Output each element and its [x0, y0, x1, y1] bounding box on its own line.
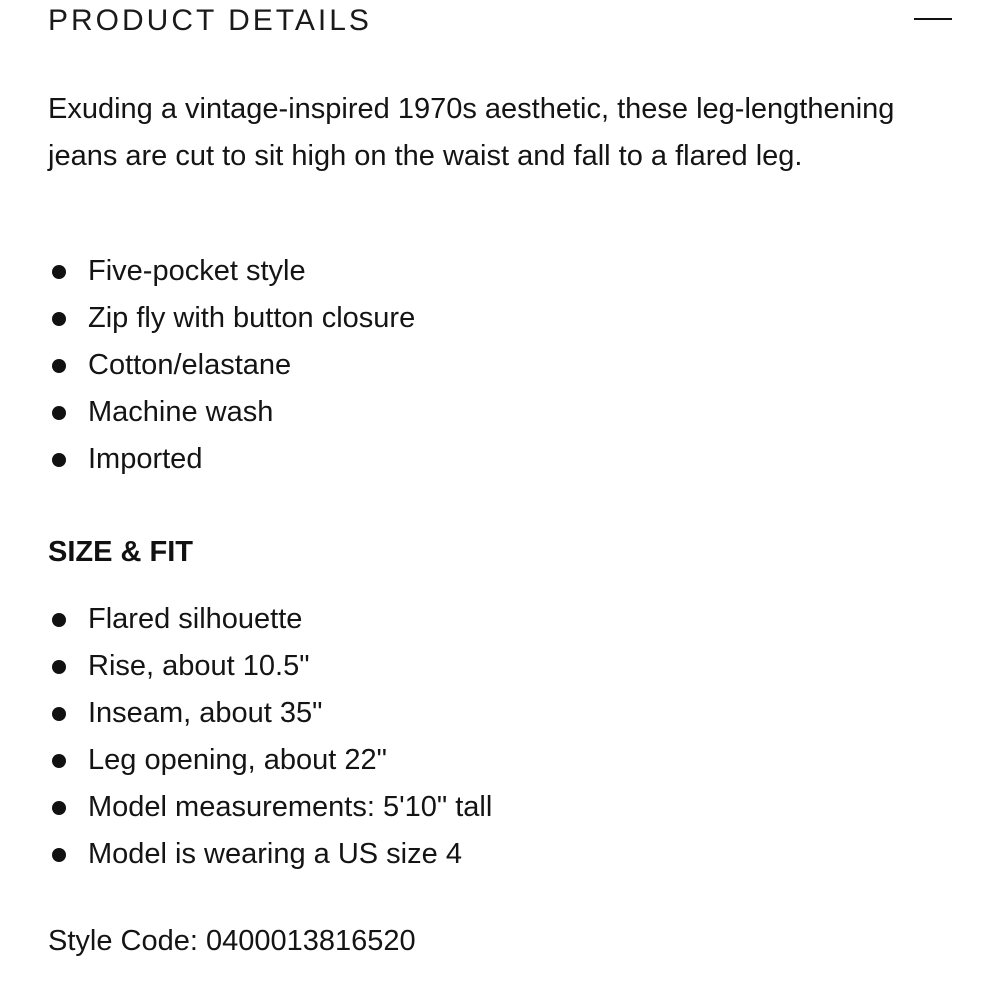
list-item-text: Leg opening, about 22"	[88, 744, 387, 776]
list-item-text: Rise, about 10.5"	[88, 650, 310, 682]
minus-icon-bar	[914, 18, 952, 20]
bullet-icon	[52, 613, 66, 627]
list-item	[48, 643, 948, 690]
size-fit-list	[48, 596, 948, 878]
list-item	[48, 436, 948, 483]
list-item-text: Zip fly with button closure	[88, 302, 416, 334]
bullet-icon	[52, 453, 66, 467]
list-item-text: Flared silhouette	[88, 603, 303, 635]
section-title: PRODUCT DETAILS	[48, 4, 372, 37]
bullet-icon	[52, 707, 66, 721]
details-list	[48, 248, 948, 483]
list-item	[48, 737, 948, 784]
list-item-text: Imported	[88, 443, 203, 475]
bullet-icon	[52, 312, 66, 326]
list-item	[48, 295, 948, 342]
accordion-header[interactable]	[48, 0, 958, 44]
list-item	[48, 831, 948, 878]
product-description: Exuding a vintage-inspired 1970s aesthetic, these leg-lengthening jeans are cut to sit high on the waist and fall to a flared leg.	[48, 93, 895, 172]
list-item	[48, 342, 948, 389]
list-item	[48, 690, 948, 737]
list-item-text: Model is wearing a US size 4	[88, 838, 462, 870]
list-item-text: Cotton/elastane	[88, 349, 292, 381]
list-item-text: Inseam, about 35"	[88, 697, 323, 729]
list-item-text: Five-pocket style	[88, 255, 306, 287]
list-item	[48, 596, 948, 643]
list-item-text: Machine wash	[88, 396, 274, 428]
list-item	[48, 784, 948, 831]
size-fit-heading: SIZE & FIT	[48, 536, 193, 568]
list-item	[48, 389, 948, 436]
style-code: Style Code: 0400013816520	[48, 925, 416, 957]
bullet-icon	[52, 359, 66, 373]
list-item	[48, 248, 948, 295]
bullet-icon	[52, 801, 66, 815]
list-item-text: Model measurements: 5'10" tall	[88, 791, 493, 823]
bullet-icon	[52, 406, 66, 420]
bullet-icon	[52, 848, 66, 862]
bullet-icon	[52, 754, 66, 768]
bullet-icon	[52, 265, 66, 279]
bullet-icon	[52, 660, 66, 674]
minus-icon[interactable]	[910, 2, 956, 38]
